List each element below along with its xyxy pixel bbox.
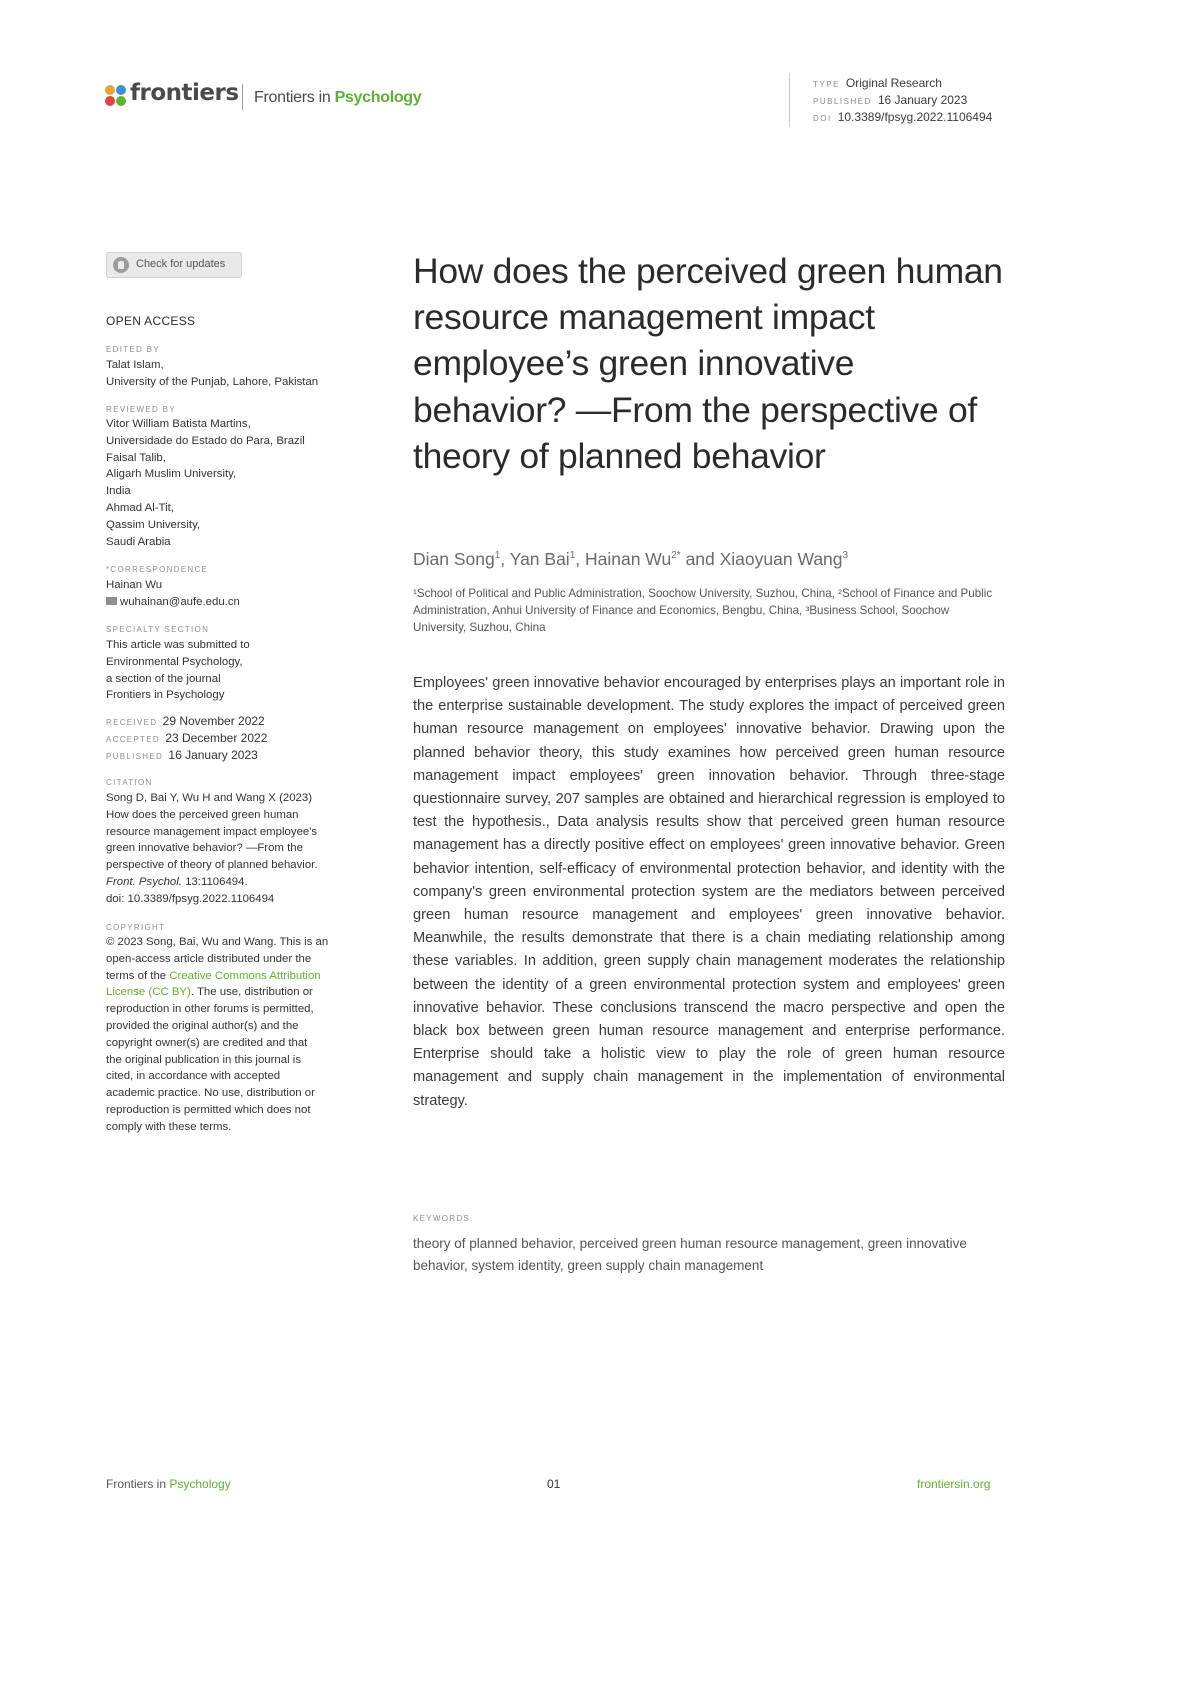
specialty-line: This article was submitted to	[106, 639, 250, 651]
copyright-line	[106, 984, 328, 1001]
affiliations: ¹School of Political and Public Administration, Soochow University, Suzhou, China, ²School of Finance and Public Administration, Anhui University of Finance and Economics, Bengbu, China, ³Business School, Soochow University, Suzhou, China	[413, 587, 993, 634]
edited-by-label: EDITED BY	[106, 345, 160, 354]
page-header	[0, 0, 1100, 140]
correspondence-name: Hainan Wu	[106, 579, 163, 591]
article-title: How does the perceived green human resource management impact employee’s green innovative behavior? —From the perspective of theory of planned behavior	[413, 251, 1003, 476]
reviewed-by-line: Saudi Arabia	[106, 535, 171, 548]
meta-doi-label: DOI	[813, 114, 832, 123]
received-value: 29 November 2022	[162, 714, 265, 728]
specialty-section-label: SPECIALTY SECTION	[106, 625, 210, 634]
meta-doi	[813, 109, 992, 126]
author-name[interactable]: and Xiaoyuan Wang	[680, 549, 843, 569]
citation-label: CITATION	[106, 778, 153, 787]
reviewed-by-line: India	[106, 485, 131, 498]
published-value: 16 January 2023	[168, 748, 258, 762]
accepted-label: ACCEPTED	[106, 735, 160, 744]
correspondence-email[interactable]: wuhainan@aufe.edu.cn	[120, 595, 240, 608]
copyright-line: the original publication in this journal is	[106, 1053, 302, 1066]
copyright-label: COPYRIGHT	[106, 923, 166, 932]
abstract: Employees' green innovative behavior encouraged by enterprises plays an important role in the enterprise sustainable development. The study explores the impact of perceived green human resource management on employees' innovative behavior. Drawing upon the planned behavior theory, this study examines how perceived green human resource management impact employees' green innovation behavior. Through three-stage questionnaire survey, 207 samples are obtained and hierarchical regression is employed to test the hypothesis., Data analysis results show that perceived green human resource management has a directly positive effect on employees' green innovative behavior. Green behavior intention, self-efficacy of environmental protection behavior, and identity with the company's green environmental protection system are the mediators between perceived green human resource management and employees' green innovative behavior. Meanwhile, the results demonstrate that there is a chain mediating relationship among these variables. In addition, green supply chain management moderates the relationship between the identity of a green environmental protection system and employees' green innovative behavior. These conclusions transcend the macro perspective and open the black box between green human resource management and enterprise performance. Enterprise should take a holistic view to play the role of green human resource management and supply chain management in the implementation of environmental strategy.	[413, 675, 1005, 1109]
citation-line: resource management impact employee's	[106, 825, 318, 838]
footer-site-link[interactable]: frontiersin.org	[917, 1477, 991, 1491]
meta-published-value: 16 January 2023	[877, 93, 968, 107]
meta-published	[813, 92, 992, 109]
correspondence-email-row	[106, 594, 240, 611]
citation-line: Song D, Bai Y, Wu H and Wang X (2023)	[106, 792, 312, 804]
header-divider	[242, 84, 243, 110]
citation-doi[interactable]: doi: 10.3389/fpsyg.2022.1106494	[106, 892, 275, 905]
edited-by-line: University of the Punjab, Lahore, Pakistan	[106, 375, 319, 388]
check-for-updates-button[interactable]	[106, 252, 242, 278]
meta-doi-value[interactable]: 10.3389/fpsyg.2022.1106494	[837, 110, 993, 124]
specialty-line: Environmental Psychology,	[106, 655, 243, 668]
journal-name[interactable]	[254, 89, 421, 107]
copyright-line: reproduction in other forums is permitted,	[106, 1003, 314, 1016]
specialty-line: Frontiers in Psychology	[106, 689, 225, 702]
citation-line: perspective of theory of planned behavior.	[106, 859, 318, 872]
citation-journal-line	[106, 874, 318, 891]
journal-name-accent: Psychology	[334, 89, 422, 106]
author-affiliation-mark: 2*	[671, 550, 681, 562]
footer-journal-prefix: Frontiers in	[106, 1477, 170, 1491]
published-label: PUBLISHED	[106, 752, 164, 761]
accepted-value: 23 December 2022	[165, 731, 268, 745]
citation-journal: Front. Psychol.	[106, 875, 182, 888]
publisher-logo-text[interactable]: frontiers	[130, 80, 239, 106]
email-icon	[106, 597, 117, 605]
license-link[interactable]: Creative Commons Attribution	[169, 969, 321, 982]
published-date	[106, 748, 258, 762]
copyright-line: reproduction is permitted which does not	[106, 1103, 311, 1116]
edited-by-line: Talat Islam,	[106, 359, 164, 371]
reviewed-by-line: Ahmad Al-Tit,	[106, 501, 174, 514]
keywords-label: KEYWORDS	[413, 1214, 471, 1223]
copyright-line: © 2023 Song, Bai, Wu and Wang. This is an	[106, 936, 329, 948]
copyright-line-text: terms of the	[106, 969, 170, 982]
accepted-date	[106, 731, 267, 745]
received-label: RECEIVED	[106, 718, 158, 727]
received-date	[106, 714, 265, 728]
copyright-line: academic practice. No use, distribution or	[106, 1087, 315, 1100]
copyright-line: comply with these terms.	[106, 1120, 232, 1133]
citation-volume: 13:1106494.	[181, 875, 248, 888]
copyright-line: provided the original author(s) and the	[106, 1019, 299, 1032]
author-name[interactable]: , Yan Bai	[500, 549, 570, 569]
reviewed-by-label: REVIEWED BY	[106, 405, 176, 414]
reviewed-by-line: Faisal Talib,	[106, 451, 166, 464]
meta-type-value: Original Research	[845, 76, 942, 90]
author-affiliation-mark: 3	[842, 550, 849, 562]
footer-journal	[106, 1477, 231, 1491]
copyright-line: copyright owner(s) are credited and that	[106, 1036, 308, 1049]
meta-published-label: PUBLISHED	[813, 97, 872, 106]
author-affiliation-mark: 1	[569, 550, 576, 562]
article-meta	[813, 75, 992, 126]
reviewed-by-line: Qassim University,	[106, 518, 201, 531]
bookmark-icon	[113, 257, 129, 273]
specialty-section-text	[106, 637, 250, 704]
meta-divider	[789, 73, 790, 127]
edited-by-text	[106, 357, 318, 391]
frontiers-logo-icon	[104, 84, 128, 108]
journal-name-prefix: Frontiers in	[254, 89, 335, 106]
check-for-updates-label: Check for updates	[136, 258, 226, 270]
citation-line: green innovative behavior? —From the	[106, 842, 303, 855]
correspondence-text	[106, 577, 240, 611]
reviewed-by-line: Universidade do Estado do Para, Brazil	[106, 434, 305, 447]
specialty-line: a section of the journal	[106, 672, 221, 685]
reviewed-by-line: Vitor William Batista Martins,	[106, 418, 251, 430]
meta-type-label: TYPE	[813, 80, 840, 89]
open-access-label: OPEN ACCESS	[106, 314, 196, 328]
author-list	[413, 549, 848, 570]
copyright-line: cited, in accordance with accepted	[106, 1070, 281, 1083]
reviewed-by-line: Aligarh Muslim University,	[106, 468, 237, 481]
copyright-line	[106, 968, 328, 985]
reviewed-by-text	[106, 416, 305, 550]
author-affiliation-mark: 1	[494, 550, 501, 562]
footer-journal-accent: Psychology	[169, 1477, 231, 1491]
citation-line: How does the perceived green human	[106, 808, 299, 821]
copyright-line-text: . The use, distribution or	[190, 986, 313, 999]
license-link[interactable]: License (CC BY)	[106, 986, 191, 999]
author-name[interactable]: Dian Song	[413, 549, 495, 569]
meta-type	[813, 75, 992, 92]
author-name[interactable]: , Hainan Wu	[575, 549, 672, 569]
citation-text	[106, 790, 318, 908]
keywords: theory of planned behavior, perceived green human resource management, green innovative behavior, system identity, green supply chain management	[413, 1236, 967, 1273]
correspondence-label: *CORRESPONDENCE	[106, 565, 209, 574]
copyright-text	[106, 934, 328, 1136]
copyright-line: open-access article distributed under the	[106, 952, 312, 965]
page-number: 01	[547, 1477, 561, 1491]
